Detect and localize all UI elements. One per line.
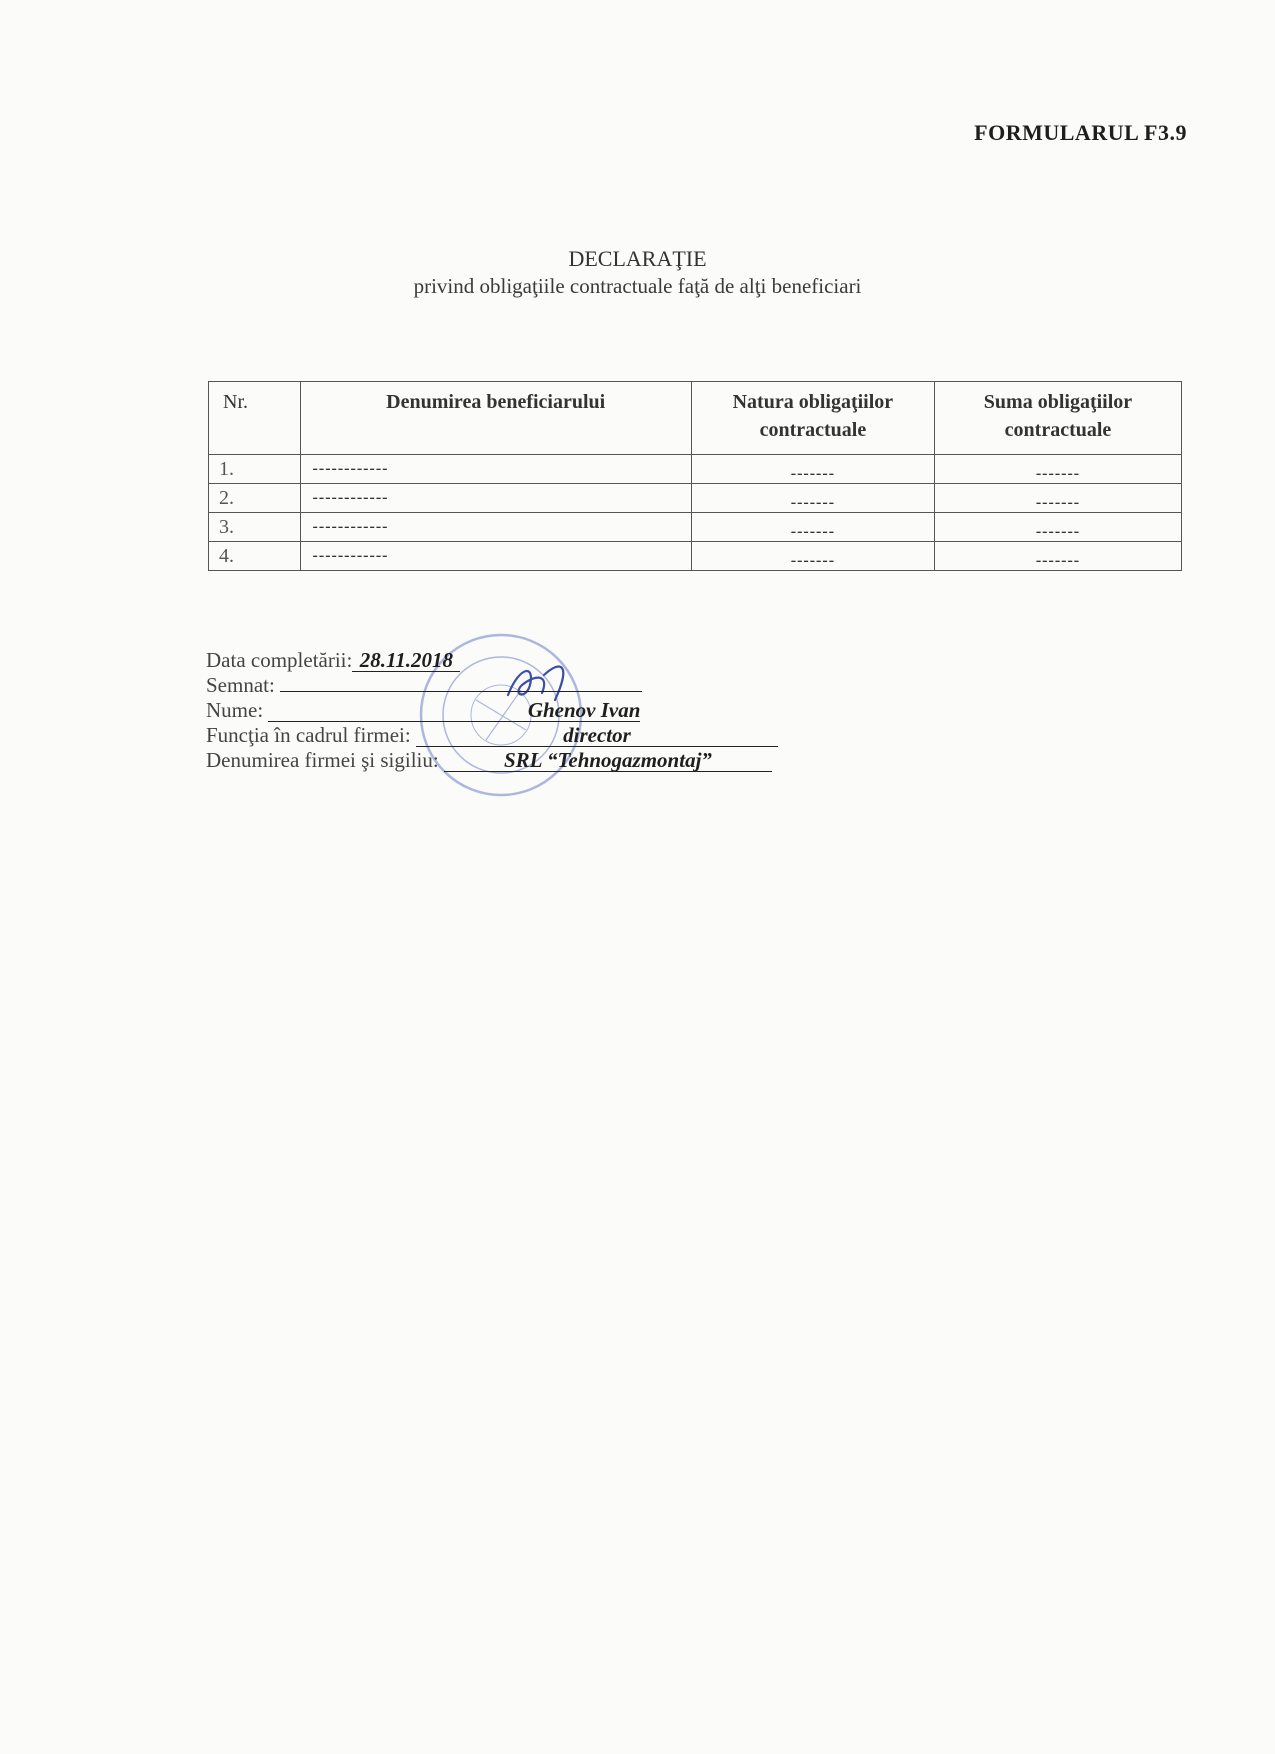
table-row (209, 513, 1182, 542)
name-line (206, 698, 778, 723)
cell-nature: ------- (691, 484, 934, 513)
cell-amount: ------- (934, 513, 1181, 542)
cell-beneficiary: ------------ (300, 484, 691, 513)
document-subtitle: privind obligaţiile contractuale faţă de alţi beneficiari (413, 274, 862, 298)
cell-nature: ------- (691, 455, 934, 484)
function-line (206, 723, 778, 748)
company-value: SRL “Tehnogazmontaj” (444, 749, 772, 772)
cell-amount: ------- (934, 484, 1181, 513)
date-label: Data completării: (206, 648, 353, 672)
cell-nr: 1. (209, 455, 301, 484)
cell-amount: ------- (934, 455, 1181, 484)
cell-beneficiary: ------------ (300, 513, 691, 542)
table-row (209, 455, 1182, 484)
table-row (209, 484, 1182, 513)
company-line (206, 748, 778, 773)
cell-nr: 4. (209, 542, 301, 571)
date-line (206, 648, 778, 673)
signed-label: Semnat: (206, 673, 275, 697)
header-nr: Nr. (209, 382, 301, 455)
header-beneficiary: Denumirea beneficiarului (300, 382, 691, 455)
cell-nr: 3. (209, 513, 301, 542)
header-nature: Natura obligaţiilor contractuale (691, 382, 934, 455)
cell-beneficiary: ------------ (300, 542, 691, 571)
name-value: Ghenov Ivan (268, 699, 640, 722)
header-amount: Suma obligaţiilor contractuale (934, 382, 1181, 455)
table-header-row (209, 382, 1182, 455)
table-row (209, 542, 1182, 571)
document-title: DECLARAŢIE (568, 246, 707, 271)
cell-beneficiary: ------------ (300, 455, 691, 484)
company-label: Denumirea firmei şi sigiliu: (206, 748, 439, 772)
signed-value (280, 691, 642, 692)
cell-amount: ------- (934, 542, 1181, 571)
function-value: director (416, 724, 778, 747)
signed-line (206, 673, 778, 698)
cell-nature: ------- (691, 513, 934, 542)
cell-nature: ------- (691, 542, 934, 571)
signature-block (206, 648, 778, 773)
cell-nr: 2. (209, 484, 301, 513)
date-value: 28.11.2018 (352, 649, 460, 672)
obligations-table (208, 381, 1182, 571)
function-label: Funcţia în cadrul firmei: (206, 723, 411, 747)
name-label: Nume: (206, 698, 264, 722)
form-code: FORMULARUL F3.9 (974, 120, 1187, 145)
